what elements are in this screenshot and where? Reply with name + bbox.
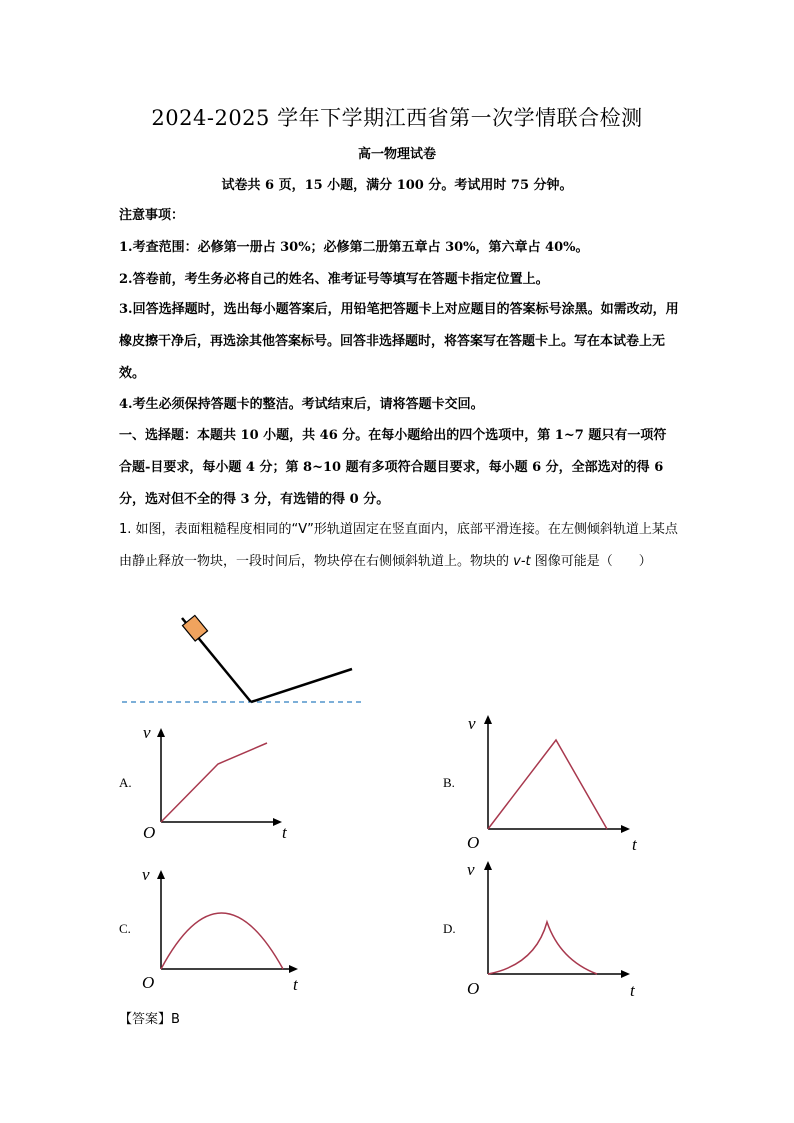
graph-c-v-label: v — [142, 865, 150, 884]
graph-a — [143, 723, 288, 842]
option-d-label: D. — [443, 921, 456, 936]
option-c-label: C. — [119, 921, 131, 936]
graph-a-t-label: t — [282, 823, 287, 842]
graph-d-t-label: t — [630, 981, 635, 1000]
graph-a-v-label: v — [143, 723, 151, 742]
section-instructions: 一、选择题：本题共 10 小题，共 46 分。在每小题给出的四个选项中，第 1~7 题只有一项符合题-目要求，每小题 4 分；第 8~10 题有多项符合题目要求，每小题 6 分，全部选对的得 6 分，选对但不全的得 3 分，有选错的得 0 分。 — [119, 428, 667, 507]
graph-b-curve — [488, 740, 607, 829]
graph-d-v-label: v — [467, 860, 475, 879]
graph-b-t-label: t — [632, 835, 637, 854]
note-item-3: 3.回答选择题时，选出每小题答案后，用铅笔把答题卡上对应题目的答案标号涂黑。如需改动，用橡皮擦干净后，再选涂其他答案标号。回答非选择题时，将答案写在答题卡上。写在本试卷上无效。 — [119, 302, 679, 381]
page-subtitle: 高一物理试卷 — [357, 147, 436, 162]
note-item-4: 4.考生必须保持答题卡的整洁。考试结束后，请将答题卡交回。 — [119, 397, 484, 412]
graph-c-origin-label: O — [142, 973, 155, 992]
graph-a-curve — [161, 743, 267, 822]
note-item-2: 2.答卷前，考生务必将自己的姓名、准考证号等填写在答题卡指定位置上。 — [119, 272, 549, 287]
block-on-incline — [182, 615, 207, 641]
page-title: 2024-2025 学年下学期江西省第一次学情联合检测 — [151, 106, 643, 130]
answer-value: B — [171, 1012, 180, 1027]
notes-heading: 注意事项： — [119, 208, 185, 223]
graph-d-origin-label: O — [467, 979, 480, 998]
graph-d — [467, 860, 636, 1000]
graph-c — [142, 865, 299, 994]
graph-b-v-label: v — [468, 714, 476, 733]
answer-line — [119, 1008, 180, 1027]
option-b-label: B. — [443, 775, 455, 790]
graph-d-curve — [488, 922, 597, 974]
graph-b-origin-label: O — [467, 833, 480, 852]
right-incline — [251, 669, 352, 702]
graph-c-t-label: t — [293, 975, 298, 994]
option-a-label: A. — [119, 775, 132, 790]
graph-b — [467, 714, 638, 854]
answer-label: 【答案】 — [119, 1012, 172, 1027]
graph-c-curve — [161, 913, 283, 969]
graph-a-origin-label: O — [143, 823, 156, 842]
note-item-1: 1.考查范围：必修第一册占 30%；必修第二册第五章占 30%，第六章占 40%。 — [119, 240, 589, 255]
exam-info: 试卷共 6 页，15 小题，满分 100 分。考试用时 75 分钟。 — [221, 178, 573, 193]
question-1-text: 1. 如图，表面粗糙程度相同的“V”形轨道固定在竖直面内，底部平滑连接。在左侧倾斜轨道上某点由静止释放一物块，一段时间后，物块停在右侧倾斜轨道上。物块的 v-t 图像可能是（ ） — [119, 522, 678, 569]
